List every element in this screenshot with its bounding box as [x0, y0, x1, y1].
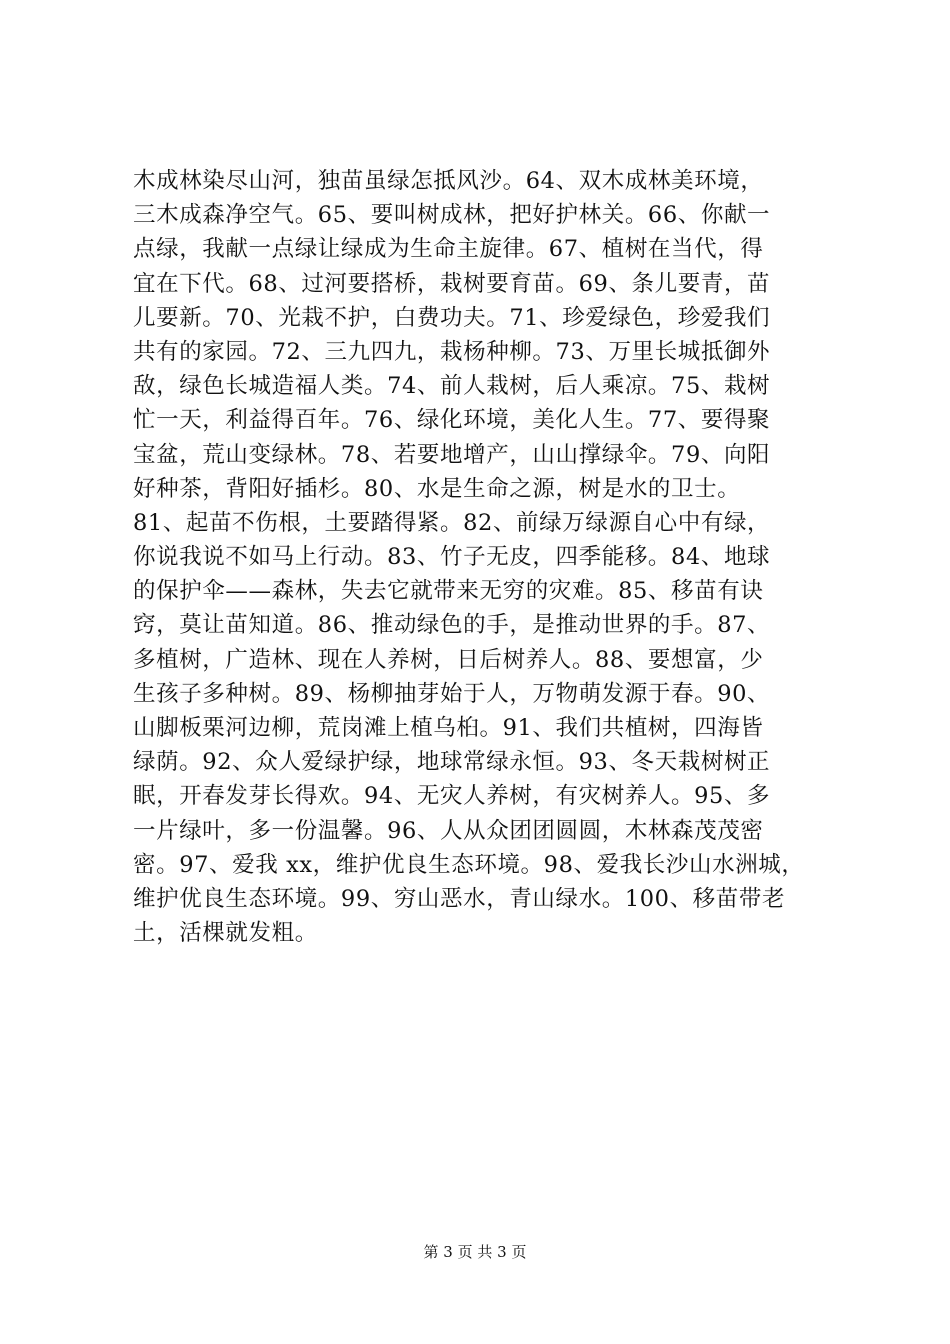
text-line: 密。97、爱我 xx，维护优良生态环境。98、爱我长沙山水洲城， [133, 851, 805, 878]
text-line: 窍，莫让苗知道。86、推动绿色的手，是推动世界的手。87、 [133, 612, 771, 639]
text-line: 眠，开春发芽长得欢。94、无灾人养树，有灾树养人。95、多 [133, 783, 771, 810]
text-line: 你说我说不如马上行动。83、竹子无皮，四季能移。84、地球 [133, 544, 771, 571]
document-body [133, 164, 845, 950]
text-line: 生孩子多种树。89、杨柳抽芽始于人，万物萌发源于春。90、 [133, 680, 771, 707]
text-line: 忙一天，利益得百年。76、绿化环境，美化人生。77、要得聚 [133, 407, 771, 434]
text-line: 三木成森净空气。65、要叫树成林，把好护林关。66、你献一 [133, 202, 771, 229]
text-line: 维护优良生态环境。99、穷山恶水，青山绿水。100、移苗带老 [133, 885, 786, 912]
text-line: 宝盆，荒山变绿林。78、若要地增产，山山撑绿伞。79、向阳 [133, 441, 771, 468]
text-line: 木成林染尽山河，独苗虽绿怎抵风沙。64、双木成林美环境， [133, 168, 764, 194]
text-line: 绿荫。92、众人爱绿护绿，地球常绿永恒。93、冬天栽树树正 [133, 749, 771, 776]
text-line: 多植树，广造林、现在人养树，日后树养人。88、要想富，少 [133, 646, 764, 673]
text-line: 点绿，我献一点绿让绿成为生命主旋律。67、植树在当代，得 [133, 236, 764, 263]
text-line: 好种茶，背阳好插杉。80、水是生命之源，树是水的卫士。 [133, 475, 741, 502]
text-line: 共有的家园。72、三九四九，栽杨种柳。73、万里长城抵御外 [133, 338, 771, 365]
page-number-label: 第 3 页 共 3 页 [423, 1243, 527, 1261]
text-line: 一片绿叶，多一份温馨。96、人从众团团圆圆，木林森茂茂密 [133, 817, 764, 844]
page-footer [0, 1242, 950, 1262]
text-line: 的保护伞——森林，失去它就带来无穷的灾难。85、移苗有诀 [133, 578, 764, 605]
text-line: 宜在下代。68、过河要搭桥，栽树要育苗。69、条儿要青，苗 [133, 270, 771, 297]
text-line: 81、起苗不伤根，土要踏得紧。82、前绿万绿源自心中有绿， [133, 509, 771, 536]
text-line: 土，活棵就发粗。 [133, 920, 318, 947]
text-line: 儿要新。70、光栽不护，白费功夫。71、珍爱绿色，珍爱我们 [133, 304, 771, 331]
text-line: 山脚板栗河边柳，荒岗滩上植乌桕。91、我们共植树，四海皆 [133, 715, 764, 741]
text-line: 敌，绿色长城造福人类。74、前人栽树，后人乘凉。75、栽树 [133, 373, 771, 400]
